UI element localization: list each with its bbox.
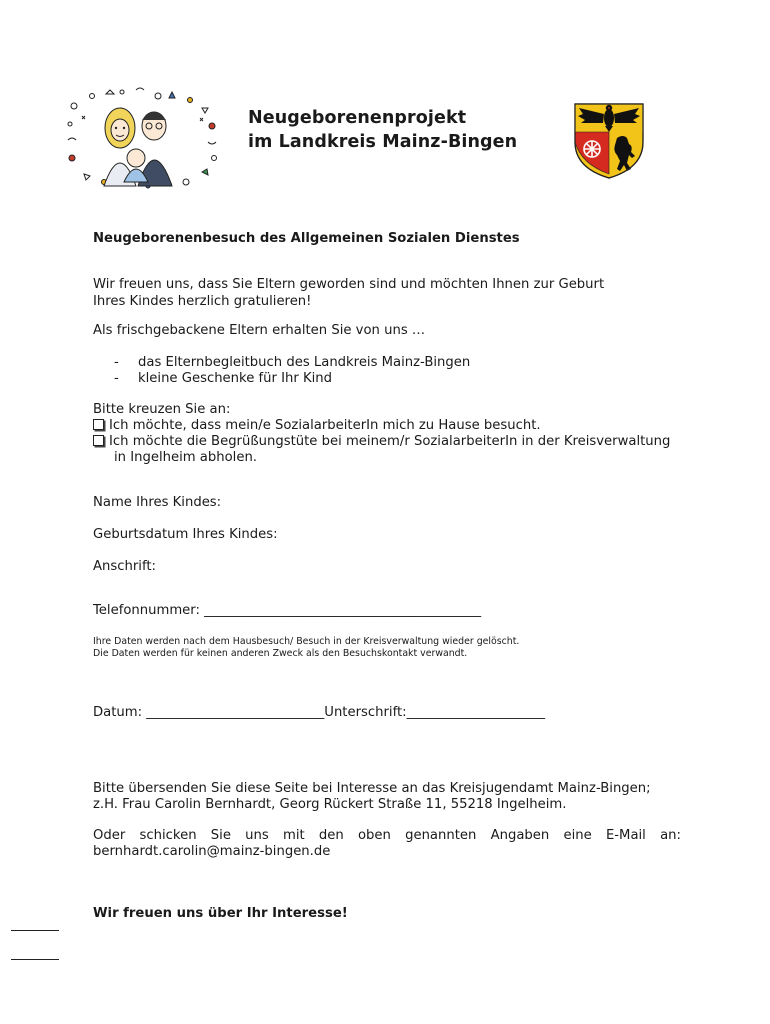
phone-input-line[interactable]: __________________________________________: [204, 603, 482, 618]
birthdate-label: Geburtsdatum Ihres Kindes:: [93, 527, 278, 542]
email-instruction-word: schicken: [139, 828, 197, 843]
offer-bullet-2: -: [114, 371, 119, 386]
email-instruction-word: uns: [245, 828, 269, 843]
offer-bullet-1: -: [114, 355, 119, 370]
page-title-line2: im Landkreis Mainz-Bingen: [248, 132, 518, 152]
email-instruction-word: Angaben: [490, 828, 550, 843]
date-input-line[interactable]: ___________________________: [146, 705, 325, 720]
intro-line-1: Wir freuen uns, dass Sie Eltern geworden sind und möchten Ihnen zur Geburt: [93, 277, 605, 292]
option-pickup-label: Ich möchte die Begrüßungstüte bei meinem/r SozialarbeiterIn in der Kreisverwaltung: [109, 434, 671, 449]
signature-label: Unterschrift:: [324, 705, 407, 720]
date-signature-row: [93, 705, 545, 720]
pickup-checkbox[interactable]: [93, 435, 104, 446]
privacy-note-line-2: Die Daten werden für keinen anderen Zweck als den Besuchskontakt verwandt.: [93, 648, 468, 659]
closing-text: Wir freuen uns über Ihr Interesse!: [93, 906, 348, 921]
contact-email[interactable]: bernhardt.carolin@mainz-bingen.de: [93, 844, 331, 859]
child-name-label: Name Ihres Kindes:: [93, 495, 222, 510]
option-pickup[interactable]: [93, 434, 670, 449]
email-instruction-word: Oder: [93, 828, 126, 843]
email-instruction-word: mit: [282, 828, 305, 843]
option-home-visit-label: Ich möchte, dass mein/e SozialarbeiterIn mich zu Hause besucht.: [109, 418, 541, 433]
section-heading: Neugeborenenbesuch des Allgemeinen Sozialen Dienstes: [93, 231, 520, 246]
offer-lead: Als frischgebackene Eltern erhalten Sie von uns …: [93, 323, 426, 338]
option-pickup-label-cont: in Ingelheim abholen.: [114, 450, 257, 465]
privacy-note-line-1: Ihre Daten werden nach dem Hausbesuch/ Besuch in der Kreisverwaltung wieder gelöscht.: [93, 636, 520, 647]
email-instruction-word: Sie: [210, 828, 231, 843]
address-label: Anschrift:: [93, 559, 156, 574]
coat-of-arms-emblem: [573, 102, 645, 180]
option-home-visit[interactable]: [93, 418, 541, 433]
intro-line-2: Ihres Kindes herzlich gratulieren!: [93, 294, 312, 309]
email-instruction-word: oben: [357, 828, 391, 843]
home-visit-checkbox[interactable]: [93, 419, 104, 430]
fold-mark-upper: [11, 930, 59, 931]
email-instruction-word: E-Mail: [605, 828, 646, 843]
phone-label: Telefonnummer:: [93, 603, 200, 618]
phone-row: [93, 603, 481, 618]
email-instruction-word: eine: [563, 828, 592, 843]
page-title-line1: Neugeborenenprojekt: [248, 108, 467, 128]
email-instruction: [93, 828, 681, 843]
signature-input-line[interactable]: _____________________: [406, 705, 546, 720]
contact-line-1: Bitte übersenden Sie diese Seite bei Interesse an das Kreisjugendamt Mainz-Bingen;: [93, 781, 651, 796]
contact-line-2: z.H. Frau Carolin Bernhardt, Georg Rückert Straße 11, 55218 Ingelheim.: [93, 797, 567, 812]
email-instruction-word: genannten: [405, 828, 477, 843]
date-label: Datum:: [93, 705, 143, 720]
options-lead: Bitte kreuzen Sie an:: [93, 402, 231, 417]
email-instruction-word: an:: [660, 828, 681, 843]
offer-item-1: das Elternbegleitbuch des Landkreis Mainz-Bingen: [138, 355, 471, 370]
email-instruction-word: den: [318, 828, 344, 843]
email-instruction-line: [93, 828, 681, 843]
family-drawing-logo: [62, 86, 228, 190]
offer-item-2: kleine Geschenke für Ihr Kind: [138, 371, 333, 386]
fold-mark-lower: [11, 959, 59, 960]
